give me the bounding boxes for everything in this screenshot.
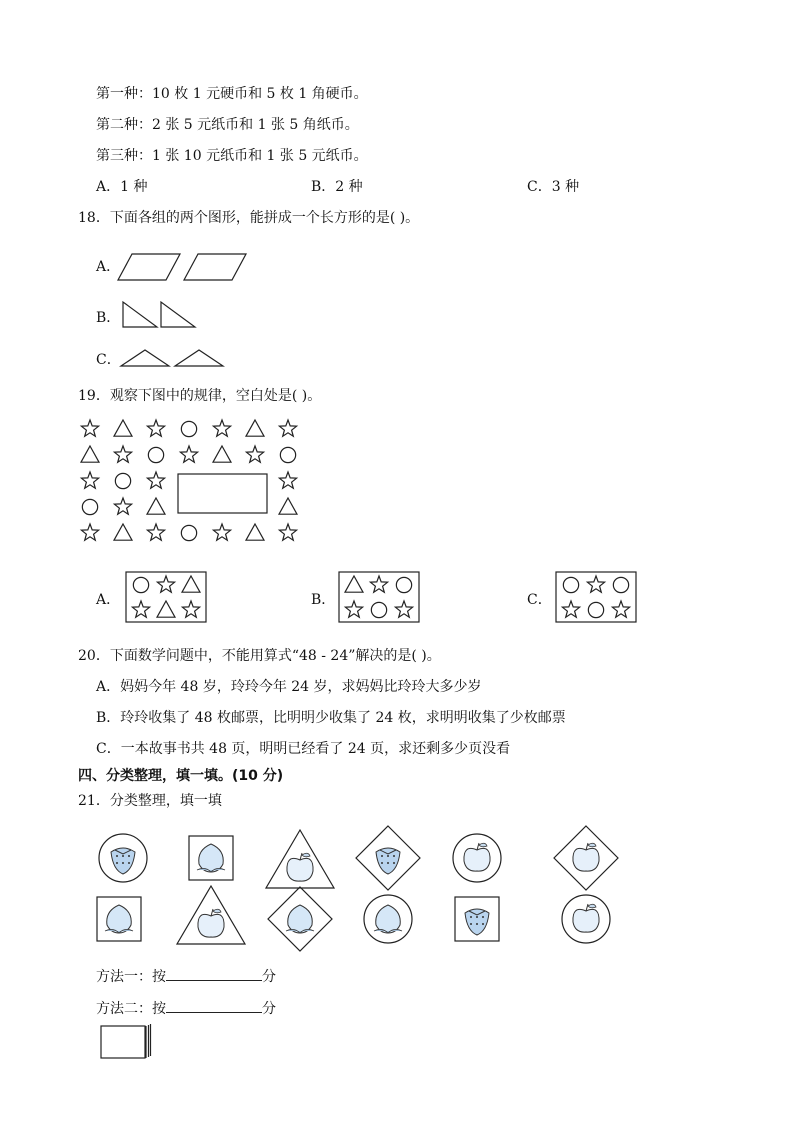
star-shape bbox=[279, 524, 296, 540]
star-shape bbox=[395, 601, 412, 617]
peach-icon bbox=[374, 905, 402, 933]
star-shape bbox=[279, 472, 296, 488]
circle-shape bbox=[181, 525, 196, 540]
star-shape bbox=[147, 420, 164, 436]
circle-shape bbox=[82, 499, 97, 514]
blank-box bbox=[178, 474, 267, 513]
star-shape bbox=[81, 524, 98, 540]
q18-option-a[interactable]: A． bbox=[96, 259, 121, 275]
q19-option-c[interactable]: C． bbox=[527, 592, 552, 608]
star-shape bbox=[180, 446, 197, 462]
method-2-suffix: 分 bbox=[262, 1001, 276, 1017]
q21-stem: 21．分类整理，填一填 bbox=[78, 793, 222, 809]
method-1-answer-blank[interactable] bbox=[166, 966, 262, 981]
circle-shape bbox=[396, 577, 411, 592]
apple-icon bbox=[573, 904, 599, 932]
star-shape bbox=[114, 498, 131, 514]
circle-shape bbox=[613, 577, 628, 592]
method-2-answer-blank[interactable] bbox=[166, 998, 262, 1013]
triangle-shape bbox=[175, 350, 223, 366]
q21-fruit-pictures bbox=[90, 822, 630, 954]
star-shape bbox=[132, 601, 149, 617]
triangle-shape bbox=[157, 601, 175, 617]
parallelogram-shape bbox=[118, 254, 180, 280]
star-shape bbox=[587, 576, 604, 592]
star-shape bbox=[213, 420, 230, 436]
star-shape bbox=[114, 446, 131, 462]
q21-method-1 bbox=[96, 966, 276, 986]
method-1-prefix: 方法一：按 bbox=[96, 969, 166, 985]
peach-icon bbox=[197, 844, 225, 872]
q19-option-b[interactable]: B． bbox=[311, 592, 336, 608]
triangle-shape bbox=[279, 498, 297, 514]
star-shape bbox=[147, 524, 164, 540]
circle-shape bbox=[148, 447, 163, 462]
triangle-shape bbox=[213, 446, 231, 462]
star-shape bbox=[81, 472, 98, 488]
choice-frame bbox=[556, 572, 636, 622]
peach-icon bbox=[105, 905, 133, 933]
q18-option-b[interactable]: B． bbox=[96, 310, 121, 326]
q19-choice-c-box[interactable] bbox=[555, 571, 637, 623]
star-shape bbox=[612, 601, 629, 617]
q21-method-2 bbox=[96, 998, 276, 1018]
q18-parallelograms-figure bbox=[118, 252, 250, 282]
q20-option-c[interactable]: C．一本故事书共 48 页，明明已经看了 24 页，求还剩多少页没看 bbox=[96, 741, 511, 757]
star-shape bbox=[345, 601, 362, 617]
triangle-shape bbox=[147, 498, 165, 514]
q17-option-c[interactable]: C．3 种 bbox=[527, 179, 580, 195]
choice-frame bbox=[339, 572, 419, 622]
triangle-shape bbox=[246, 524, 264, 540]
q18-right-triangles-figure bbox=[121, 300, 201, 330]
triangle-shape bbox=[114, 420, 132, 436]
right-triangle-shape bbox=[123, 302, 157, 327]
stacked-paper-icon bbox=[100, 1024, 152, 1060]
q19-choice-b-box[interactable] bbox=[338, 571, 420, 623]
circle-shape bbox=[371, 602, 386, 617]
q17-way-2: 第二种：2 张 5 元纸币和 1 张 5 角纸币。 bbox=[96, 117, 359, 133]
q19-choice-a-box[interactable] bbox=[125, 571, 207, 623]
circle-shape bbox=[133, 577, 148, 592]
triangle-shape bbox=[345, 576, 363, 592]
apple-icon bbox=[287, 853, 313, 881]
method-1-suffix: 分 bbox=[262, 969, 276, 985]
star-shape bbox=[246, 446, 263, 462]
q17-option-a[interactable]: A．1 种 bbox=[96, 179, 148, 195]
star-shape bbox=[562, 601, 579, 617]
strawberry-icon bbox=[465, 909, 489, 935]
star-shape bbox=[81, 420, 98, 436]
method-2-prefix: 方法二：按 bbox=[96, 1001, 166, 1017]
triangle-shape bbox=[114, 524, 132, 540]
q17-way-3: 第三种：1 张 10 元纸币和 1 张 5 元纸币。 bbox=[96, 148, 368, 164]
star-shape bbox=[213, 524, 230, 540]
q17-way-1: 第一种：10 枚 1 元硬币和 5 枚 1 角硬币。 bbox=[96, 86, 368, 102]
peach-icon bbox=[286, 905, 314, 933]
strawberry-icon bbox=[111, 848, 135, 874]
q19-pattern-grid bbox=[78, 418, 308, 548]
circle-shape bbox=[181, 421, 196, 436]
right-triangle-shape bbox=[161, 302, 195, 327]
q18-stem: 18．下面各组的两个图形，能拼成一个长方形的是( )。 bbox=[78, 210, 420, 226]
section-4-title: 四、分类整理，填一填。(10 分) bbox=[78, 768, 284, 784]
circle-shape bbox=[563, 577, 578, 592]
q20-option-b[interactable]: B．玲玲收集了 48 枚邮票，比明明少收集了 24 枚，求明明收集了少枚邮票 bbox=[96, 710, 566, 726]
triangle-shape bbox=[182, 576, 200, 592]
triangle-shape bbox=[246, 420, 264, 436]
choice-frame bbox=[126, 572, 206, 622]
apple-icon bbox=[573, 843, 599, 871]
apple-icon bbox=[464, 843, 490, 871]
star-shape bbox=[279, 420, 296, 436]
strawberry-icon bbox=[376, 848, 400, 874]
star-shape bbox=[182, 601, 199, 617]
star-shape bbox=[157, 576, 174, 592]
q19-option-a[interactable]: A． bbox=[96, 592, 121, 608]
circle-shape bbox=[115, 473, 130, 488]
triangle-shape bbox=[81, 446, 99, 462]
star-shape bbox=[147, 472, 164, 488]
star-shape bbox=[370, 576, 387, 592]
triangle-shape bbox=[121, 350, 169, 366]
q18-option-c[interactable]: C． bbox=[96, 352, 121, 368]
q20-option-a[interactable]: A．妈妈今年 48 岁，玲玲今年 24 岁，求妈妈比玲玲大多少岁 bbox=[96, 679, 482, 695]
q18-obtuse-triangles-figure bbox=[121, 346, 225, 368]
q20-stem: 20．下面数学问题中，不能用算式“48 - 24”解决的是( )。 bbox=[78, 648, 441, 664]
circle-shape bbox=[588, 602, 603, 617]
q19-stem: 19．观察下图中的规律，空白处是( )。 bbox=[78, 388, 322, 404]
q17-option-b[interactable]: B．2 种 bbox=[311, 179, 363, 195]
apple-icon bbox=[198, 909, 224, 937]
parallelogram-shape bbox=[184, 254, 246, 280]
circle-shape bbox=[280, 447, 295, 462]
